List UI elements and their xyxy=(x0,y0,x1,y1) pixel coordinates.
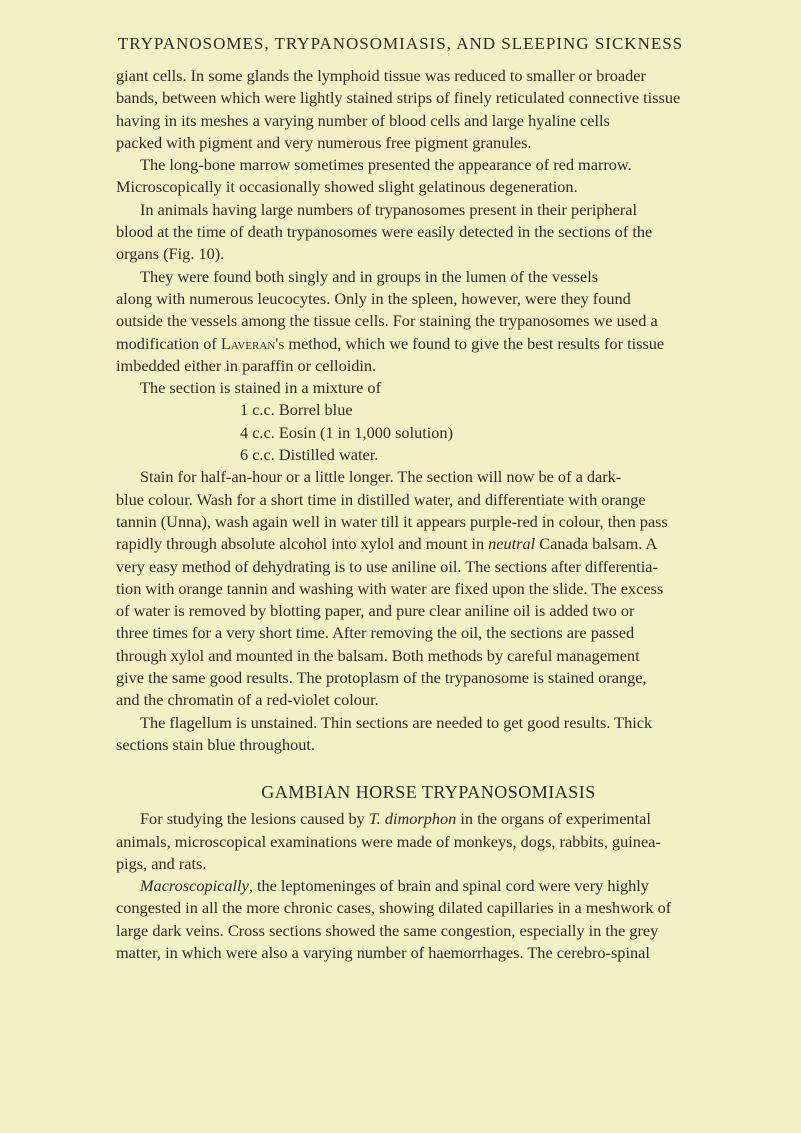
text-line: The flagellum is unstained. Thin sections are needed to get good results. Thick xyxy=(140,712,653,732)
text-line: matter, in which were also a varying number of haemorrhages. The cerebro-spinal xyxy=(116,942,650,962)
text-span: For staining the trypanosomes we used a xyxy=(392,311,658,331)
text-line: They were found both singly and in groups in the lumen of the vessels xyxy=(140,266,599,286)
text-line: bands, between which were lightly stained strips of finely reticulated connective tissue xyxy=(116,88,681,108)
text-line: large dark veins. Cross sections showed the same congestion, especially in the grey xyxy=(116,920,659,940)
text-line: giant cells. In some glands the lymphoid tissue was reduced to smaller or broader xyxy=(116,66,646,85)
text-line: along with numerous leucocytes. Only in the spleen, however, were they found xyxy=(116,288,631,308)
text-line: sections stain blue throughout. xyxy=(116,734,315,754)
text-line: imbedded either in paraffin or celloidin. xyxy=(116,355,377,375)
text-span: in the organs of experimental xyxy=(456,809,651,829)
text-line xyxy=(116,533,741,555)
text-line: tannin (Unna), wash again well in water till it appears purple-red in colour, then pass xyxy=(116,511,668,531)
text-span: outside the vessels among the tissue cells. xyxy=(116,311,389,331)
text-line: of water is removed by blotting paper, and pure clear aniline oil is added two or xyxy=(116,601,635,621)
italic-term: neutral xyxy=(488,534,536,554)
text-line: Microscopically it occasionally showed slight gelatinous degeneration. xyxy=(116,177,578,197)
text-span: For studying the lesions caused by xyxy=(140,809,369,829)
text-line: very easy method of dehydrating is to use aniline oil. The sections after differentia- xyxy=(116,556,658,576)
species-name: T. dimorphon xyxy=(368,809,457,829)
text-line: give the same good results. The protoplasm of the trypanosome is stained orange, xyxy=(116,668,647,688)
text-span: method, which we found to give the best results for tissue xyxy=(284,333,665,353)
text-span: rapidly through absolute alcohol into xylol and mount in xyxy=(116,534,489,554)
running-head: TRYPANOSOMES, TRYPANOSOMIASIS, AND SLEEPING SICKNESS xyxy=(117,34,684,53)
text-span: , the leptomeninges of brain and spinal cord were very highly xyxy=(248,876,649,896)
text-line xyxy=(116,808,741,830)
section-title: GAMBIAN HORSE TRYPANOSOMIASIS xyxy=(261,782,596,803)
text-line: three times for a very short time. After removing the oil, the sections are passed xyxy=(116,623,635,643)
text-line: tion with orange tannin and washing with water are fixed upon the slide. The excess xyxy=(116,578,664,598)
text-line: having in its meshes a varying number of blood cells and large hyaline cells xyxy=(116,110,610,130)
text-line xyxy=(116,310,741,332)
text-line: blood at the time of death trypanosomes were easily detected in the sections of the xyxy=(116,222,653,242)
text-line: pigs, and rats. xyxy=(116,853,207,873)
text-line: animals, microscopical examinations were made of monkeys, dogs, rabbits, guinea- xyxy=(116,831,661,851)
italic-term: Macroscopically xyxy=(140,876,249,896)
text-line: blue colour. Wash for a short time in distilled water, and differentiate with orange xyxy=(116,489,646,509)
text-line xyxy=(116,875,741,897)
text-line: and the chromatin of a red-violet colour. xyxy=(116,690,379,710)
recipe-item: 6 c.c. Distilled water. xyxy=(240,445,379,465)
text-span: Canada balsam. A xyxy=(535,534,658,554)
text-line: The long-bone marrow sometimes presented the appearance of red marrow. xyxy=(140,155,632,175)
recipe-item: 4 c.c. Eosin (1 in 1,000 solution) xyxy=(240,422,453,442)
text-line xyxy=(116,333,741,355)
text-line: through xylol and mounted in the balsam. Both methods by careful management xyxy=(116,645,640,665)
text-span: modification of xyxy=(116,333,221,353)
recipe-item: 1 c.c. Borrel blue xyxy=(240,400,353,420)
text-line: congested in all the more chronic cases, showing dilated capillaries in a meshwork of xyxy=(116,898,672,918)
text-line: organs (Fig. 10). xyxy=(116,244,225,264)
text-line: Stain for half-an-hour or a little longer. The section will now be of a dark- xyxy=(140,467,622,487)
text-line: In animals having large numbers of trypanosomes present in their peripheral xyxy=(140,199,638,219)
author-name: Laveran's xyxy=(220,333,285,353)
body-text xyxy=(116,65,741,964)
text-line: The section is stained in a mixture of xyxy=(140,378,381,398)
text-line: packed with pigment and very numerous free pigment granules. xyxy=(116,132,532,152)
